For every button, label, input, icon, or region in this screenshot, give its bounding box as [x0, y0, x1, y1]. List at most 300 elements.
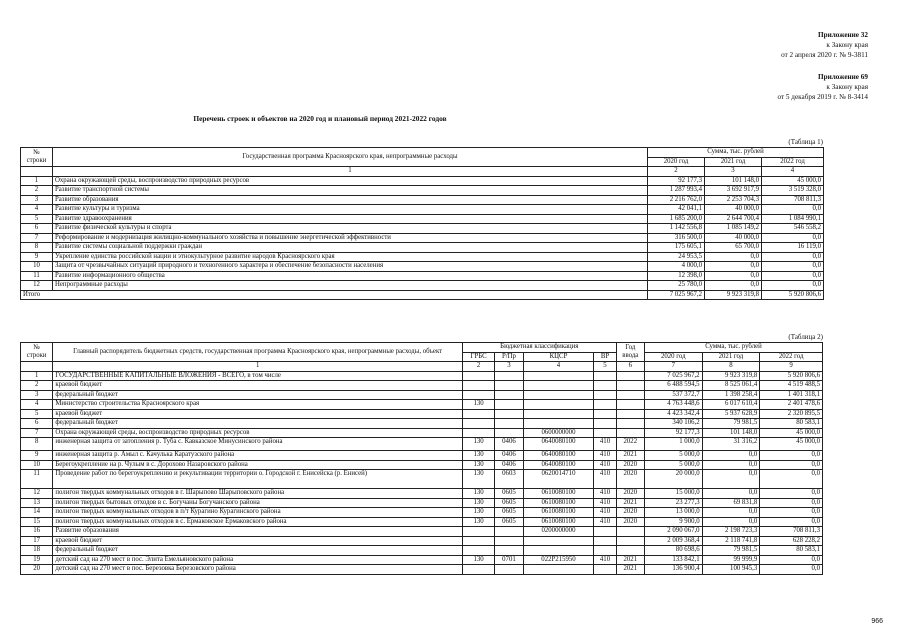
page-number: 966 [871, 618, 883, 625]
t2-row-num: 12 [21, 489, 53, 499]
appendix-32-title: Приложение 32 [818, 31, 868, 39]
t2-row-year [616, 381, 644, 391]
t2-row [21, 428, 823, 438]
t2-row-num: 6 [21, 419, 53, 429]
t2-row-grbs: 130 [462, 555, 494, 565]
t2-row-2021: 69 831,8 [702, 498, 760, 508]
t2-row [21, 419, 823, 429]
t2-row-kcsr: 0620014710 [523, 470, 594, 489]
t2-row-name: инженерная защита р. Амыл с. Качулька Каратузского района [53, 451, 463, 461]
t1-row-2020: 92 177,3 [648, 176, 705, 186]
t1-row [21, 281, 824, 291]
t2-row-rpr [495, 390, 523, 400]
t2-row-num: 9 [21, 451, 53, 461]
t2-row-rpr [495, 536, 523, 546]
t2-header-year: Год ввода [616, 343, 644, 362]
t2-index-cell: 5 [594, 362, 616, 372]
t2-row-2020: 537 372,7 [644, 390, 702, 400]
t2-row-num: 15 [21, 517, 53, 527]
t2-row-kcsr [523, 546, 594, 556]
t2-row-rpr: 0605 [495, 498, 523, 508]
t2-row-name: Охрана окружающей среды, воспроизводство природных ресурсов [53, 428, 463, 438]
t2-row-grbs [462, 428, 494, 438]
t1-index-cell: 4 [762, 167, 824, 177]
t2-row-2021: 100 945,3 [702, 565, 760, 575]
t2-row-year [616, 419, 644, 429]
t2-row-2022: 45 000,0 [760, 428, 823, 438]
t2-row-rpr [495, 527, 523, 537]
t2-row [21, 527, 823, 537]
t1-row-num: 4 [21, 205, 53, 215]
t2-row-vr [594, 546, 616, 556]
t2-row-rpr: 0406 [495, 460, 523, 470]
t2-row-rpr [495, 381, 523, 391]
t2-row-vr [594, 409, 616, 419]
t2-row-name: детский сад на 270 мест в пос. Березовка Березовского района [53, 565, 463, 575]
t2-row-year [616, 400, 644, 410]
t2-row-name: краевой бюджет [53, 536, 463, 546]
t1-row-num: 7 [21, 233, 53, 243]
t2-row [21, 489, 823, 499]
t2-row-kcsr: 0600000000 [523, 428, 594, 438]
t2-row-2020: 6 488 594,5 [644, 381, 702, 391]
t1-row-2020: 316 500,0 [648, 233, 705, 243]
t1-row-name: Развитие здравоохранения [53, 214, 648, 224]
t2-row-2021: 1 398 258,4 [702, 390, 760, 400]
t2-row-grbs [462, 419, 494, 429]
t2-row-kcsr [523, 381, 594, 391]
t2-row-grbs: 130 [462, 451, 494, 461]
t1-header-num: № строки [21, 148, 53, 167]
t2-row-rpr: 0605 [495, 508, 523, 518]
t1-row-2021: 0,0 [705, 281, 762, 291]
t2-row-num: 19 [21, 555, 53, 565]
t2-row-grbs: 130 [462, 517, 494, 527]
t1-row-2021: 1 085 149,2 [705, 224, 762, 234]
t2-row-kcsr: 0640080100 [523, 438, 594, 451]
t2-row-grbs [462, 371, 494, 381]
t1-index-cell: 1 [53, 167, 648, 177]
t1-row-2020: 175 605,1 [648, 243, 705, 253]
t2-row-grbs: 130 [462, 498, 494, 508]
t2-row-kcsr: 0610080100 [523, 498, 594, 508]
t2-row-2020: 15 000,0 [644, 489, 702, 499]
t1-row-2022: 0,0 [762, 271, 824, 281]
t2-row-2020: 20 000,0 [644, 470, 702, 489]
t2-row-kcsr: 0610080100 [523, 508, 594, 518]
t1-row-2020: 24 953,5 [648, 252, 705, 262]
t1-row [21, 271, 824, 281]
t2-row-2020: 136 900,4 [644, 565, 702, 575]
t2-row-2020: 13 000,0 [644, 508, 702, 518]
table-1 [20, 147, 824, 300]
t2-row-num: 5 [21, 409, 53, 419]
t1-header-name: Государственная программа Красноярского края, непрограммные расходы [53, 148, 648, 167]
t2-row-rpr: 0605 [495, 489, 523, 499]
t2-index-cell: 9 [760, 362, 823, 372]
t1-row-name: Непрограммные расходы [53, 281, 648, 291]
t2-row-vr: 410 [594, 555, 616, 565]
t2-row-name: Проведение работ по берегоукреплению и рекультивации территории о. Городской г. Енисейска (р. Енисей) [53, 470, 463, 489]
t2-row-name: федеральный бюджет [53, 419, 463, 429]
t1-row-name: Охрана окружающей среды, воспроизводство природных ресурсов [53, 176, 648, 186]
t2-row-kcsr [523, 390, 594, 400]
t2-row-num: 14 [21, 508, 53, 518]
t1-header-2020: 2020 год [648, 157, 705, 167]
t2-row-name: федеральный бюджет [53, 390, 463, 400]
t2-row-kcsr [523, 565, 594, 575]
t1-row-name: Развитие культуры и туризма [53, 205, 648, 215]
t2-row-2021: 2 198 723,3 [702, 527, 760, 537]
t2-row-num: 8 [21, 438, 53, 451]
t1-index-cell: 3 [705, 167, 762, 177]
t2-row [21, 390, 823, 400]
t1-row-num: 11 [21, 271, 53, 281]
t2-row-rpr: 0603 [495, 470, 523, 489]
t2-row-rpr: 0605 [495, 517, 523, 527]
t2-row-2022: 0,0 [760, 460, 823, 470]
t2-index-cell: 7 [644, 362, 702, 372]
t2-index-cell: 4 [523, 362, 594, 372]
t2-row-vr: 410 [594, 451, 616, 461]
t2-row-2021: 0,0 [702, 489, 760, 499]
table2-note: (Таблица 2) [788, 333, 823, 341]
t2-row-grbs [462, 565, 494, 575]
t1-row-2021: 40 000,0 [705, 233, 762, 243]
t2-row-name: ГОСУДАРСТВЕННЫЕ КАПИТАЛЬНЫЕ ВЛОЖЕНИЯ - ВСЕГО, в том числе [53, 371, 463, 381]
t2-row-name: Берегоукрепление на р. Чулым в с. Дорохово Назаровского района [53, 460, 463, 470]
t2-row-year [616, 409, 644, 419]
t1-index-cell: 2 [648, 167, 705, 177]
t2-row-vr [594, 381, 616, 391]
t2-row-rpr [495, 419, 523, 429]
t1-row-num: 10 [21, 262, 53, 272]
t2-row-vr [594, 371, 616, 381]
t2-row-grbs: 130 [462, 489, 494, 499]
t1-row [21, 224, 824, 234]
t1-row-2021: 3 692 917,9 [705, 186, 762, 196]
t2-row-kcsr [523, 536, 594, 546]
t2-row-grbs [462, 409, 494, 419]
t1-row-name: Развитие информационного общества [53, 271, 648, 281]
t2-row-kcsr [523, 400, 594, 410]
t2-row-vr: 410 [594, 517, 616, 527]
t2-header-name: Главный распорядитель бюджетных средств, государственная программа Красноярского края, непрограммные расходы, объект [53, 343, 463, 362]
t1-row-2020: 25 780,0 [648, 281, 705, 291]
t2-header-rpr: Р/Пр [495, 352, 523, 362]
t2-row-grbs: 130 [462, 438, 494, 451]
t2-row-2021: 5 937 628,9 [702, 409, 760, 419]
t1-header-2021: 2021 год [705, 157, 762, 167]
t2-row-2022: 80 583,1 [760, 546, 823, 556]
t2-row-kcsr: 0640080100 [523, 451, 594, 461]
t2-row-name: краевой бюджет [53, 409, 463, 419]
t2-row-2020: 2 090 067,0 [644, 527, 702, 537]
t1-row-2022: 3 519 328,0 [762, 186, 824, 196]
t2-row-2022: 0,0 [760, 451, 823, 461]
appendix-69-line1: к Закону края [826, 83, 868, 91]
t1-row-2022: 546 558,2 [762, 224, 824, 234]
t2-row-rpr [495, 409, 523, 419]
t2-row-name: Развитие образования [53, 527, 463, 537]
t1-row-name: Развитие системы социальной поддержки граждан [53, 243, 648, 253]
t2-row-num: 7 [21, 428, 53, 438]
t2-row-year: 2020 [616, 489, 644, 499]
t2-row-2021: 2 118 741,8 [702, 536, 760, 546]
t2-row-rpr: 0701 [495, 555, 523, 565]
t2-row-2020: 5 000,0 [644, 451, 702, 461]
t2-row-vr: 410 [594, 498, 616, 508]
t1-total-2020: 7 025 967,2 [648, 290, 705, 300]
appendix-32-line2: от 2 апреля 2020 г. № 9-3811 [781, 51, 868, 59]
t1-header-2022: 2022 год [762, 157, 824, 167]
t2-row-2021: 0,0 [702, 451, 760, 461]
t1-row-2021: 40 000,0 [705, 205, 762, 215]
t2-row-year: 2020 [616, 517, 644, 527]
t1-row-2020: 1 287 993,4 [648, 186, 705, 196]
t1-row-2020: 42 041,1 [648, 205, 705, 215]
t2-row [21, 409, 823, 419]
t2-row-rpr: 0406 [495, 451, 523, 461]
t1-row [21, 195, 824, 205]
t2-row-2022: 0,0 [760, 565, 823, 575]
t1-row-num: 8 [21, 243, 53, 253]
t2-row-2022: 628 228,2 [760, 536, 823, 546]
t2-header-kcsr: КЦСР [523, 352, 594, 362]
t1-total-label: Итого [21, 290, 648, 300]
t2-row-num: 17 [21, 536, 53, 546]
t2-header-2021: 2021 год [702, 352, 760, 362]
t2-row-vr [594, 400, 616, 410]
t1-row [21, 262, 824, 272]
t1-row [21, 176, 824, 186]
t2-row-year [616, 546, 644, 556]
t2-row-kcsr: 0200000000 [523, 527, 594, 537]
t2-row-year [616, 390, 644, 400]
t2-row-num: 3 [21, 390, 53, 400]
t1-row [21, 205, 824, 215]
t2-row-2020: 1 000,0 [644, 438, 702, 451]
t2-row-name: полигон твердых коммунальных отходов в с. Ермаковское Ермаковского района [53, 517, 463, 527]
t2-row-grbs [462, 390, 494, 400]
t1-row-num: 3 [21, 195, 53, 205]
t2-row-grbs [462, 536, 494, 546]
t2-row-2020: 23 277,3 [644, 498, 702, 508]
t1-row-2020: 12 398,0 [648, 271, 705, 281]
t2-row-year [616, 428, 644, 438]
t1-row-2021: 2 644 700,4 [705, 214, 762, 224]
t2-row-2022: 0,0 [760, 508, 823, 518]
t2-row-grbs [462, 381, 494, 391]
t2-row-2021: 101 148,0 [702, 428, 760, 438]
t2-row-year: 2022 [616, 438, 644, 451]
t2-row-vr [594, 536, 616, 546]
t2-row-2020: 340 106,2 [644, 419, 702, 429]
t2-row-2022: 80 583,1 [760, 419, 823, 429]
t2-row [21, 546, 823, 556]
appendix-69-title: Приложение 69 [818, 73, 868, 81]
t2-row [21, 536, 823, 546]
t2-row-2022: 45 000,0 [760, 438, 823, 451]
t2-row-2021: 9 923 319,8 [702, 371, 760, 381]
t2-row-2020: 5 000,0 [644, 460, 702, 470]
t2-row-2021: 0,0 [702, 470, 760, 489]
t1-row-2022: 16 119,0 [762, 243, 824, 253]
t2-row-year [616, 371, 644, 381]
t1-row-name: Укрепление единства российской нации и этнокультурное развитие народов Красноярского края [53, 252, 648, 262]
t2-row-year: 2020 [616, 470, 644, 489]
t1-row-name: Развитие образования [53, 195, 648, 205]
t2-index-cell: 1 [53, 362, 463, 372]
t2-row-kcsr: 0640080100 [523, 460, 594, 470]
t2-row [21, 555, 823, 565]
t2-row-2022: 0,0 [760, 498, 823, 508]
t1-index-blank [21, 167, 53, 177]
t2-row [21, 381, 823, 391]
t2-row-num: 20 [21, 565, 53, 575]
t2-row [21, 498, 823, 508]
t2-row-num: 10 [21, 460, 53, 470]
t2-row-rpr [495, 428, 523, 438]
t2-row-2020: 92 177,3 [644, 428, 702, 438]
t2-row-name: федеральный бюджет [53, 546, 463, 556]
t2-row-rpr: 0406 [495, 438, 523, 451]
t1-total-row [21, 290, 824, 300]
t1-row-2020: 4 000,0 [648, 262, 705, 272]
t2-header-2022: 2022 год [760, 352, 823, 362]
t2-row-vr: 410 [594, 438, 616, 451]
t1-row-2022: 0,0 [762, 205, 824, 215]
t2-row-year: 2020 [616, 460, 644, 470]
t2-row-kcsr: 022P215950 [523, 555, 594, 565]
t1-row [21, 243, 824, 253]
t2-row-2021: 79 981,5 [702, 419, 760, 429]
t2-row-vr: 410 [594, 489, 616, 499]
t2-row-name: полигон твердых коммунальных отходов в г. Шарыпово Шарыповского района [53, 489, 463, 499]
t2-row-vr [594, 527, 616, 537]
t2-row [21, 438, 823, 451]
t2-row-2020: 4 763 448,6 [644, 400, 702, 410]
appendix-69-header [777, 72, 868, 102]
t1-row-2021: 0,0 [705, 271, 762, 281]
t2-row-2020: 2 009 368,4 [644, 536, 702, 546]
t2-row-rpr [495, 371, 523, 381]
t1-row-2021: 0,0 [705, 252, 762, 262]
t2-row-grbs: 130 [462, 470, 494, 489]
t1-row-num: 12 [21, 281, 53, 291]
t1-row-2020: 2 216 762,0 [648, 195, 705, 205]
t1-row-num: 2 [21, 186, 53, 196]
appendix-32-line1: к Закону края [826, 41, 868, 49]
t1-row-name: Развитие транспортной системы [53, 186, 648, 196]
t2-row [21, 517, 823, 527]
t2-row-rpr [495, 565, 523, 575]
t1-row [21, 233, 824, 243]
t1-row-name: Развитие физической культуры и спорта [53, 224, 648, 234]
t2-row-2022: 0,0 [760, 555, 823, 565]
t2-row-name: инженерная защита от затопления р. Туба с. Кавказское Минусинского района [53, 438, 463, 451]
t1-header-sum: Сумма, тыс. рублей [648, 148, 824, 158]
t2-row-grbs: 130 [462, 460, 494, 470]
t2-row-num: 11 [21, 470, 53, 489]
t1-row [21, 214, 824, 224]
t2-row-2022: 4 519 488,5 [760, 381, 823, 391]
t2-row-2020: 133 842,1 [644, 555, 702, 565]
t2-row-year: 2021 [616, 451, 644, 461]
t2-row-vr [594, 390, 616, 400]
t1-row-2022: 45 000,0 [762, 176, 824, 186]
t2-row [21, 371, 823, 381]
t2-header-sum: Сумма, тыс. рублей [644, 343, 822, 353]
t2-row-kcsr [523, 409, 594, 419]
t2-index-cell: 8 [702, 362, 760, 372]
t2-header-budget-class: Бюджетная классификация [462, 343, 616, 353]
t2-row-kcsr [523, 371, 594, 381]
t2-row-grbs: 130 [462, 400, 494, 410]
t2-row-2021: 99 999,9 [702, 555, 760, 565]
t1-row-2022: 0,0 [762, 252, 824, 262]
t2-row-2020: 80 698,6 [644, 546, 702, 556]
t2-row-2021: 0,0 [702, 517, 760, 527]
t1-row-2020: 1 685 200,0 [648, 214, 705, 224]
t2-row-2021: 31 316,2 [702, 438, 760, 451]
t2-row [21, 565, 823, 575]
t2-row-vr [594, 565, 616, 575]
t2-row-2022: 2 320 895,5 [760, 409, 823, 419]
t2-row-rpr [495, 400, 523, 410]
t2-row-kcsr: 0610080100 [523, 489, 594, 499]
t2-row-year [616, 527, 644, 537]
t2-row-year: 2021 [616, 565, 644, 575]
t2-row-num: 1 [21, 371, 53, 381]
t1-row-2022: 0,0 [762, 281, 824, 291]
t2-row [21, 400, 823, 410]
t2-row-name: полигон твердых коммунальных отходов в п/т Курагино Курагинского района [53, 508, 463, 518]
t2-row-num: 4 [21, 400, 53, 410]
t1-row-2022: 708 811,3 [762, 195, 824, 205]
t2-header-vr: ВР [594, 352, 616, 362]
t2-row-num: 2 [21, 381, 53, 391]
t1-row-name: Реформирование и модернизация жилищно-коммунального хозяйства и повышение энергетической эффективности [53, 233, 648, 243]
t2-index-blank [21, 362, 53, 372]
t2-row-year: 2020 [616, 508, 644, 518]
t2-header-grbs: ГРБС [462, 352, 494, 362]
t1-row-2020: 1 142 556,8 [648, 224, 705, 234]
t1-row-2021: 2 253 704,3 [705, 195, 762, 205]
t2-row-2020: 4 423 342,4 [644, 409, 702, 419]
t1-row-2022: 1 084 990,1 [762, 214, 824, 224]
t1-total-2021: 9 923 319,8 [705, 290, 762, 300]
t2-row-2022: 5 920 806,6 [760, 371, 823, 381]
t2-row-2021: 79 981,5 [702, 546, 760, 556]
t2-row-vr: 410 [594, 508, 616, 518]
t2-row-2020: 7 025 967,2 [644, 371, 702, 381]
t2-row-year: 2021 [616, 498, 644, 508]
t2-row-vr: 410 [594, 460, 616, 470]
t2-row-2022: 708 811,3 [760, 527, 823, 537]
t2-row-kcsr: 0610080100 [523, 517, 594, 527]
t2-index-cell: 6 [616, 362, 644, 372]
t2-row-grbs [462, 546, 494, 556]
t1-row-num: 6 [21, 224, 53, 234]
document-title: Перечень строек и объектов на 2020 год и плановый период 2021-2022 годов [193, 114, 447, 123]
t1-row-2022: 0,0 [762, 233, 824, 243]
t2-row-2021: 6 017 610,4 [702, 400, 760, 410]
t2-index-cell: 2 [462, 362, 494, 372]
t1-row-2021: 101 148,0 [705, 176, 762, 186]
t2-row-kcsr [523, 419, 594, 429]
t2-row [21, 470, 823, 489]
